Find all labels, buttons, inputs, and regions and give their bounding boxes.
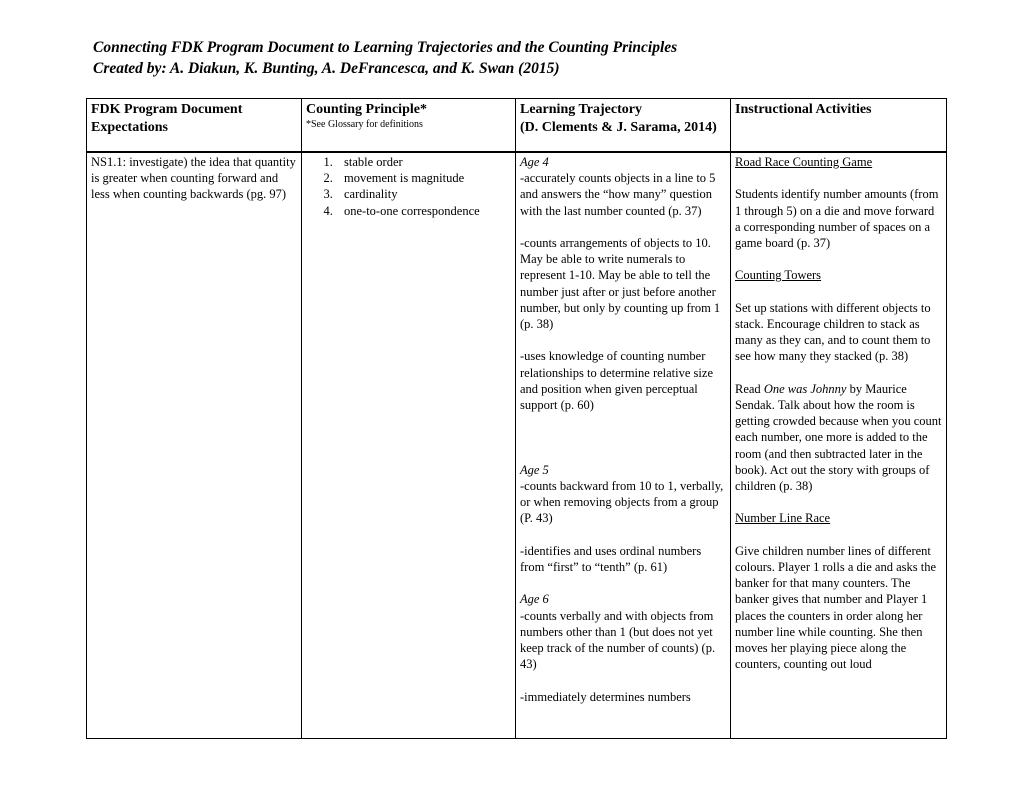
trajectory-item: -counts arrangements of objects to 10. May be able to write numerals to represent 1-10. May be able to tell the number just after or just before another number, but only by counting up from 1 (p. 38): [520, 236, 721, 332]
trajectory-item: -uses knowledge of counting number relationships to determine relative size and position when given perceptual support (p. 60): [520, 349, 713, 413]
trajectory-item: -counts backward from 10 to 1, verbally, or when removing objects from a group (P. 43): [520, 479, 724, 526]
title-line-2: Created by: A. Diakun, K. Bunting, A. DeFrancesca, and K. Swan (2015): [93, 60, 560, 77]
expectation-text: NS1.1: investigate) the idea that quantity is greater when counting forward and less when counting backwards (pg. 97): [91, 155, 296, 202]
header-expectations: FDK Program Document Expectations: [87, 99, 302, 153]
age-4-label: Age 4: [520, 155, 549, 169]
list-item: 4. one-to-one correspondence: [336, 203, 511, 219]
header-instructional-activities: Instructional Activities: [731, 99, 947, 153]
activity-title-number-line-race: Number Line Race: [735, 511, 831, 526]
trajectory-item: -accurately counts objects in a line to 5 and answers the “how many” question with the last number counted (p. 37): [520, 171, 716, 218]
activity-title-counting-towers: Counting Towers: [735, 268, 822, 283]
list-item: 2. movement is magnitude: [336, 170, 511, 186]
activity-title-road-race: Road Race Counting Game: [735, 155, 873, 169]
trajectory-item: -immediately determines numbers: [520, 689, 691, 704]
principles-list: [306, 154, 511, 219]
list-item: 1. stable order: [336, 154, 511, 170]
expectation-cell: [87, 152, 302, 739]
activity-text: Students identify number amounts (from 1 through 5) on a die and move forward a corresponding number of spaces on a game board (p. 37): [735, 187, 939, 250]
activity-text: Give children number lines of different colours. Player 1 rolls a die and asks the banker for that many counters. The banker gives that number and Player 1 places the counters in order along her number line while counting. She then moves her playing piece along the counters, counting out loud: [735, 543, 936, 672]
trajectory-item: -identifies and uses ordinal numbers from “first” to “tenth” (p. 61): [520, 543, 702, 575]
header-learning-trajectory: Learning Trajectory (D. Clements & J. Sarama, 2014): [516, 99, 731, 153]
trajectory-cell: [516, 152, 731, 739]
activities-cell: [731, 152, 947, 739]
title-line-1: Connecting FDK Program Document to Learning Trajectories and the Counting Principles: [93, 39, 678, 56]
age-6-label: Age 6: [520, 592, 549, 607]
glossary-note: *See Glossary for definitions: [306, 119, 423, 130]
list-item: 3. cardinality: [336, 186, 511, 202]
counting-principle-label: Counting Principle*: [306, 102, 427, 117]
activity-text: Set up stations with different objects to stack. Encourage children to stack as many as they can, and to count them to see how many they stacked (p. 38): [735, 300, 931, 364]
document-title: [93, 37, 677, 79]
curriculum-table: [86, 98, 947, 739]
book-title: One was Johnny: [763, 381, 847, 396]
activity-text-read: Read One was Johnny by Maurice Sendak. Talk about how the room is getting crowded because when you count each number, one more is added to the room (and then subtracted later in the book). Act out the story with groups of children (p. 38): [735, 381, 942, 493]
header-counting-principle: [302, 99, 516, 153]
table-header-row: [87, 99, 947, 153]
trajectory-item: -counts verbally and with objects from numbers other than 1 (but does not yet keep track of the number of counts) (p. 43): [520, 608, 716, 672]
table-row: [87, 152, 947, 739]
age-5-label: Age 5: [520, 462, 549, 477]
principles-cell: [302, 152, 516, 739]
